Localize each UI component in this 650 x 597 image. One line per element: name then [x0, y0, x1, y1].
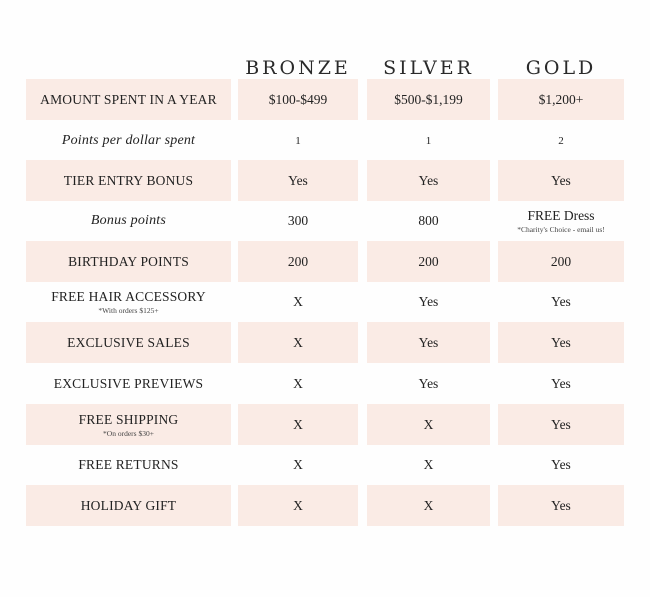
silver-value: 800 — [418, 212, 439, 228]
table-row-free-shipping — [0, 404, 650, 445]
bronze-value: X — [293, 375, 303, 391]
silver-value: Yes — [418, 334, 439, 350]
silver-value: Yes — [418, 375, 439, 391]
bronze-value: 300 — [287, 212, 309, 228]
row-label-cell — [26, 200, 231, 241]
gold-cell — [498, 444, 624, 485]
row-label-cell — [26, 322, 231, 363]
silver-cell — [367, 160, 490, 201]
row-label: Bonus points — [90, 212, 167, 228]
row-note: *On orders $30+ — [103, 428, 154, 438]
silver-cell — [367, 120, 490, 161]
tier-header-silver: SILVER — [383, 57, 474, 79]
row-label-cell — [26, 485, 231, 526]
silver-value: X — [423, 497, 434, 513]
gold-cell — [498, 160, 624, 201]
bronze-cell — [238, 363, 358, 404]
bronze-cell — [238, 160, 358, 201]
bronze-value: $100-$499 — [268, 91, 328, 107]
gold-cell — [498, 485, 624, 526]
silver-value: X — [423, 416, 434, 432]
gold-cell — [498, 120, 624, 161]
silver-cell — [367, 404, 490, 445]
gold-value: Yes — [551, 416, 571, 432]
row-label: FREE HAIR ACCESSORY — [51, 288, 206, 304]
bronze-cell — [238, 485, 358, 526]
row-label-cell — [26, 404, 231, 445]
row-label: EXCLUSIVE SALES — [67, 334, 190, 350]
silver-value: Yes — [418, 293, 439, 309]
gold-value: Yes — [551, 456, 571, 472]
bronze-value: 1 — [295, 134, 301, 147]
table-row-bonus-points — [0, 200, 650, 241]
gold-value: Yes — [551, 172, 571, 188]
row-label-cell — [26, 363, 231, 404]
silver-cell — [367, 241, 490, 282]
silver-value: 200 — [418, 253, 439, 269]
row-label: AMOUNT SPENT IN A YEAR — [40, 91, 217, 107]
gold-cell — [498, 363, 624, 404]
gold-cell — [498, 404, 624, 445]
row-label-cell — [26, 120, 231, 161]
gold-cell — [498, 200, 624, 241]
gold-value: Yes — [551, 375, 571, 391]
table-row-holiday-gift — [0, 485, 650, 526]
bronze-value: 200 — [287, 253, 309, 269]
gold-note: *Charity's Choice - email us! — [517, 224, 605, 234]
bronze-value: X — [293, 293, 303, 309]
table-row-free-returns — [0, 444, 650, 485]
gold-cell — [498, 241, 624, 282]
bronze-value: X — [293, 416, 303, 432]
table-row-exclusive-previews — [0, 363, 650, 404]
bronze-value: X — [293, 497, 303, 513]
gold-value: $1,200+ — [538, 91, 584, 107]
bronze-cell — [238, 241, 358, 282]
row-label-cell — [26, 281, 231, 322]
gold-cell — [498, 322, 624, 363]
row-label: Points per dollar spent — [61, 132, 196, 148]
gold-value: Yes — [551, 334, 571, 350]
bronze-value: Yes — [288, 172, 308, 188]
row-label: FREE SHIPPING — [78, 411, 179, 427]
silver-value: Yes — [418, 172, 439, 188]
tier-header-gold: GOLD — [525, 57, 597, 79]
row-label: BIRTHDAY POINTS — [68, 253, 189, 269]
table-row-free-hair-accessory — [0, 281, 650, 322]
silver-cell — [367, 444, 490, 485]
row-note: *With orders $125+ — [98, 305, 159, 315]
silver-cell — [367, 281, 490, 322]
table-row-birthday-points — [0, 241, 650, 282]
bronze-cell — [238, 404, 358, 445]
silver-value: $500-$1,199 — [394, 91, 463, 107]
gold-value: Yes — [551, 497, 571, 513]
row-label: EXCLUSIVE PREVIEWS — [53, 375, 204, 391]
row-label-cell — [26, 444, 231, 485]
table-row-exclusive-sales — [0, 322, 650, 363]
table-row-tier-entry-bonus — [0, 160, 650, 201]
silver-value: X — [423, 456, 434, 472]
row-label-cell — [26, 79, 231, 120]
gold-value: 200 — [550, 253, 572, 269]
gold-cell — [498, 281, 624, 322]
bronze-cell — [238, 444, 358, 485]
gold-value: FREE Dress — [527, 207, 595, 223]
row-label: HOLIDAY GIFT — [80, 497, 177, 513]
row-label: TIER ENTRY BONUS — [63, 172, 194, 188]
table-row-amount-spent — [0, 79, 650, 120]
bronze-cell — [238, 120, 358, 161]
silver-cell — [367, 485, 490, 526]
silver-cell — [367, 79, 490, 120]
bronze-cell — [238, 322, 358, 363]
gold-cell — [498, 79, 624, 120]
row-label-cell — [26, 160, 231, 201]
silver-cell — [367, 363, 490, 404]
table-row-points-per-dollar — [0, 120, 650, 161]
gold-value: 2 — [558, 134, 564, 147]
tier-header-bronze: BRONZE — [245, 57, 351, 79]
row-label-cell — [26, 241, 231, 282]
row-label: FREE RETURNS — [78, 456, 179, 472]
gold-value: Yes — [551, 293, 571, 309]
silver-cell — [367, 200, 490, 241]
bronze-cell — [238, 79, 358, 120]
bronze-value: X — [293, 334, 303, 350]
bronze-cell — [238, 200, 358, 241]
bronze-cell — [238, 281, 358, 322]
silver-value: 1 — [425, 134, 432, 147]
silver-cell — [367, 322, 490, 363]
bronze-value: X — [293, 456, 303, 472]
